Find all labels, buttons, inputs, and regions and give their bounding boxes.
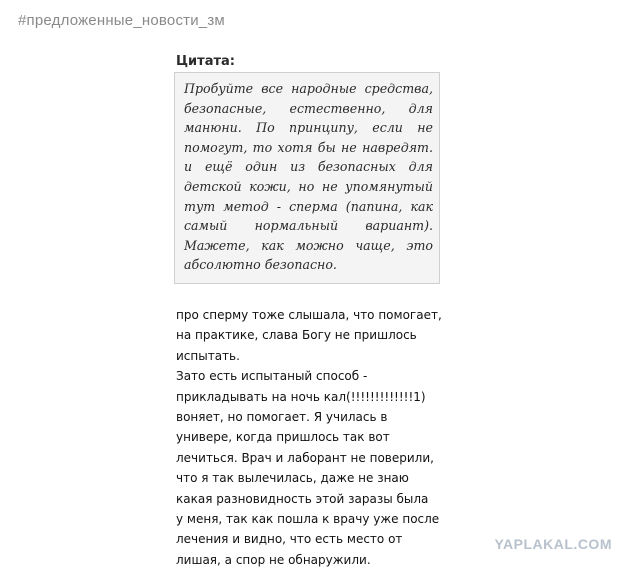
quote-line: абсолютно безопасно.: [184, 257, 337, 273]
body-line: лишая, а спор не обнаружили.: [176, 552, 371, 567]
quote-line: Пробуйте все народные средства,: [184, 81, 433, 96]
body-line: лечения и видно, что есть место от: [176, 532, 403, 547]
quote-line: самый нормальный вариант).: [184, 218, 433, 234]
body-line: Зато есть испытаный способ -: [176, 369, 368, 384]
quote-line: манюни. По принципу, если не: [184, 120, 433, 136]
body-line: у меня, так как пошла к врачу уже после: [176, 512, 440, 527]
hashtag-title: #предложенные_новости_зм: [18, 12, 225, 29]
quote-line: тут метод - сперма (папина, как: [184, 198, 433, 214]
site-watermark: YAPLAKAL.COM: [494, 536, 612, 552]
body-line: про сперму тоже слышала, что помогает,: [176, 308, 442, 322]
body-line: универе, когда пришлось так вот: [176, 430, 390, 445]
quote-line: и ещё один из безопасных для: [184, 159, 433, 175]
quote-line: безопасные, естественно, для: [184, 100, 433, 116]
quote-line: Мажете, как можно чаще, это: [184, 237, 433, 253]
quote-line: помогут, то хотя бы не навредят.: [184, 139, 433, 155]
body-line: воняет, но помогает. Я училась в: [176, 410, 388, 425]
body-line: на практике, слава Богу не пришлось: [176, 328, 417, 343]
body-line: прикладывать на ночь кал(!!!!!!!!!!!!!1): [176, 389, 426, 404]
body-line: лечиться. Врач и лаборант не поверили,: [176, 450, 434, 465]
body-line: какая разновидность этой заразы была: [176, 491, 429, 506]
quote-line: детской кожи, но не упомянутый: [184, 178, 433, 194]
quote-box: [174, 72, 440, 284]
body-line: испытать.: [176, 348, 240, 363]
quote-label: Цитата:: [176, 54, 235, 69]
body-line: что я так вылечилась, даже не знаю: [176, 471, 409, 486]
post-body-text: [176, 305, 446, 570]
